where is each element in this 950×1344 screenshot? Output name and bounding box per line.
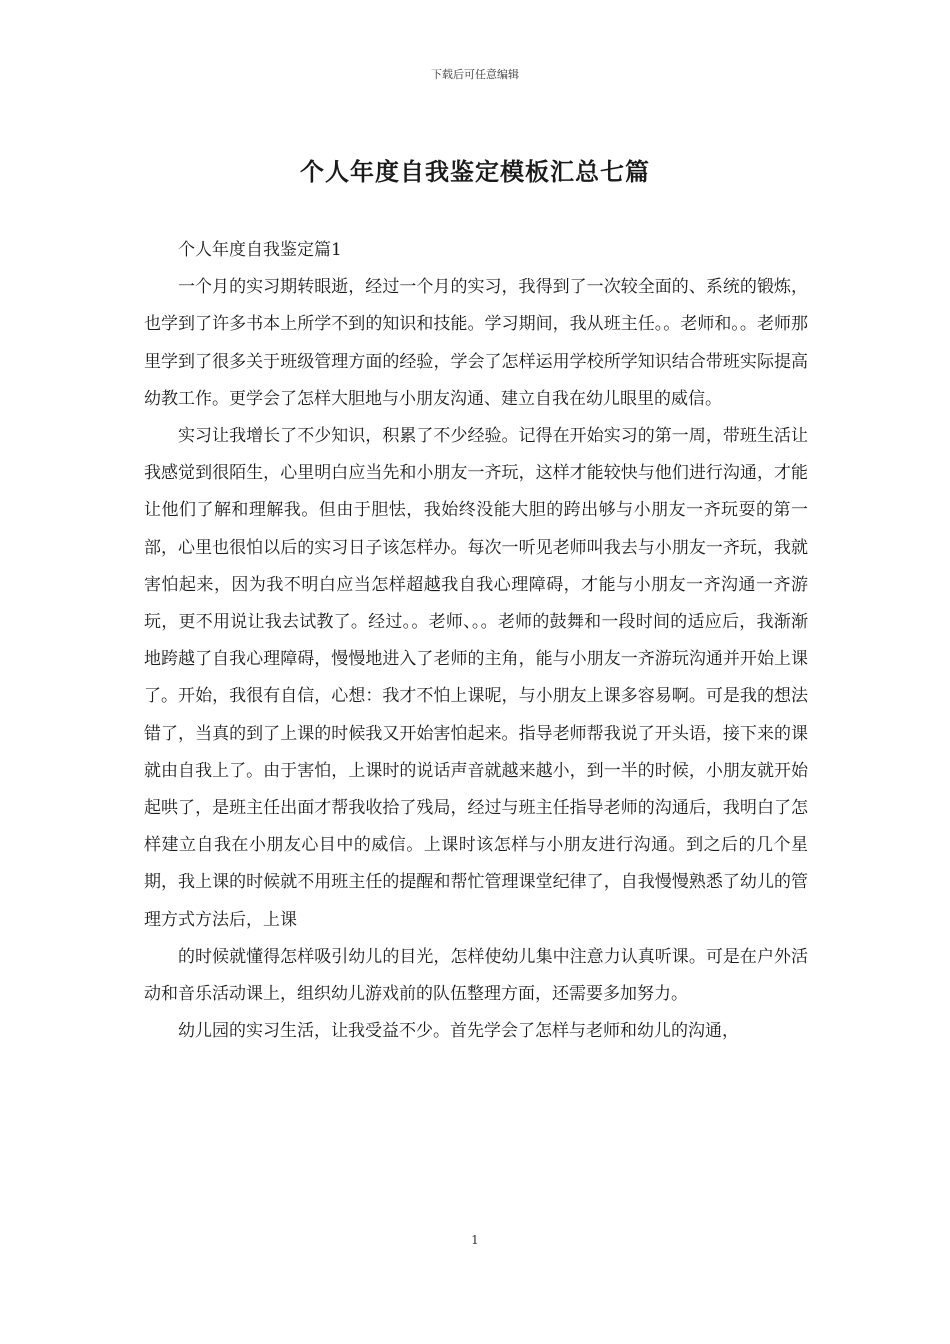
paragraph-4: 幼儿园的实习生活，让我受益不少。首先学会了怎样与老师和幼儿的沟通， — [178, 1021, 739, 1042]
page-number: 1 — [471, 1233, 479, 1247]
page-header-note: 下载后可任意编辑 — [431, 68, 519, 81]
document-body — [144, 232, 808, 1050]
paragraph-3: 的时候就懂得怎样吸引幼儿的目光，怎样使幼儿集中注意力认真听课。可是在户外活动和音乐活动课上，组织幼儿游戏前的队伍整理方面，还需要多加努力。 — [144, 946, 808, 1005]
document-title: 个人年度自我鉴定模板汇总七篇 — [300, 157, 650, 186]
section-heading: 个人年度自我鉴定篇1 — [178, 240, 342, 260]
paragraph-2: 实习让我增长了不少知识，积累了不少经验。记得在开始实习的第一周，带班生活让我感觉到很陌生，心里明白应当先和小朋友一齐玩，这样才能较快与他们进行沟通，才能让他们了解和理解我。但由于胆怯，我始终没能大胆的跨出够与小朋友一齐玩耍的第一部，心里也很怕以后的实习日子该怎样办。每次一听见老师叫我去与小朋友一齐玩，我就害怕起来，因为我不明白应当怎样超越我自我心理障碍，才能与小朋友一齐沟通一齐游玩，更不用说让我去试教了。经过。。老师、。。老师的鼓舞和一段时间的适应后，我渐渐地跨越了自我心理障碍，慢慢地进入了老师的主角，能与小朋友一齐游玩沟通并开始上课了。开始，我很有自信，心想：我才不怕上课呢，与小朋友上课多容易啊。可是我的想法错了，当真的到了上课的时候我又开始害怕起来。指导老师帮我说了开头语，接下来的课就由自我上了。由于害怕，上课时的说话声音就越来越小，到一半的时候，小朋友就开始起哄了，是班主任出面才帮我收拾了残局，经过与班主任指导老师的沟通后，我明白了怎样建立自我在小朋友心目中的威信。上课时该怎样与小朋友进行沟通。到之后的几个星期，我上课的时候就不用班主任的提醒和帮忙管理课堂纪律了，自我慢慢熟悉了幼儿的管理方式方法后，上课 — [144, 426, 808, 930]
paragraph-1: 一个月的实习期转眼逝，经过一个月的实习，我得到了一次较全面的、系统的锻炼，也学到了许多书本上所学不到的知识和技能。学习期间，我从班主任。。老师和。。老师那里学到了很多关于班级管理方面的经验，学会了怎样运用学校所学知识结合带班实际提高幼教工作。更学会了怎样大胆地与小朋友沟通、建立自我在幼儿眼里的威信。 — [144, 277, 808, 409]
